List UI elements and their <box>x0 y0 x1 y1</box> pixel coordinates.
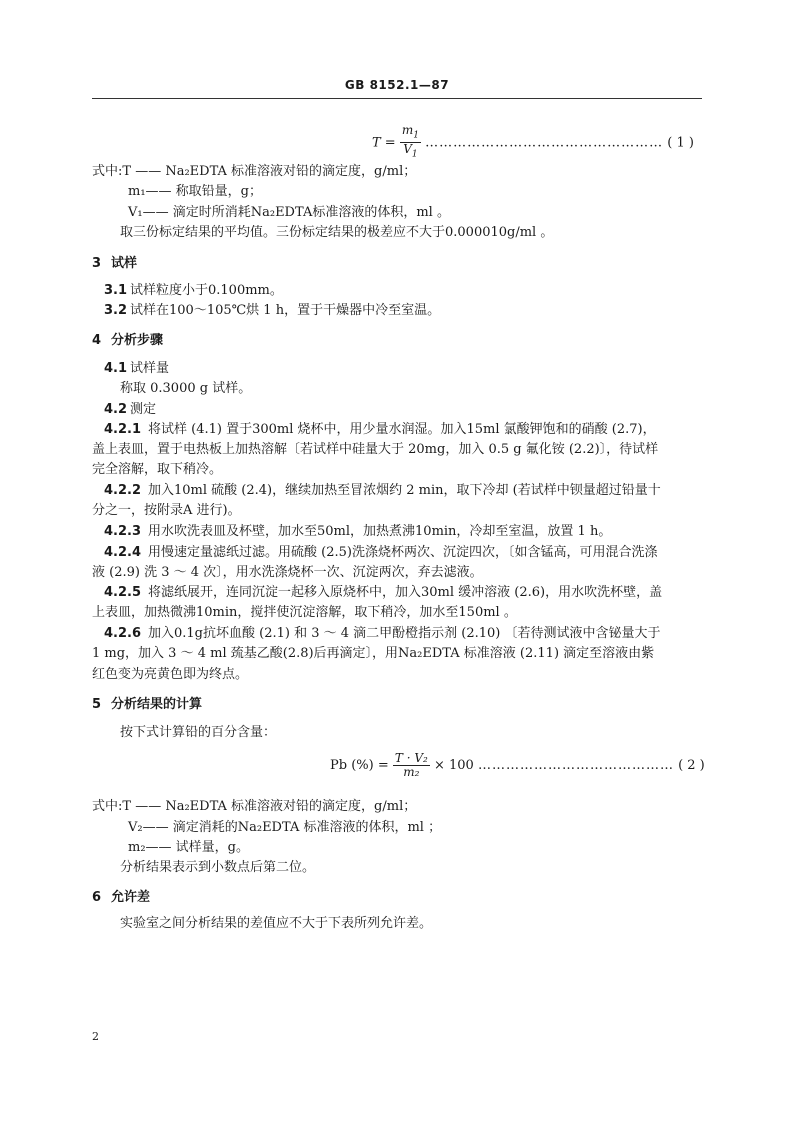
para-4-2-4-line-2: 液 (2.9) 洗 3 ～ 4 次〕，用水洗涤烧杯一次、沉淀两次，弃去滤液。 <box>92 565 483 580</box>
para-4-2-6-text-1: 加入0.1g抗坏血酸 (2.1) 和 3 ～ 4 滴二甲酚橙指示剂 (2.10) 〔若待测试液中含铋量大于 <box>148 626 661 641</box>
item-3-1 <box>104 283 283 299</box>
item-4-2-num: 4.2 <box>104 402 128 417</box>
where-1-t <box>92 164 416 180</box>
item-4-1 <box>104 361 169 377</box>
para-4-2-1-num: 4.2.1 <box>104 422 142 437</box>
section-5-note: 分析结果表示到小数点后第二位。 <box>120 860 316 875</box>
section-4-title: 分析步骤 <box>111 333 164 348</box>
item-4-1-num: 4.1 <box>104 361 128 376</box>
formula-1-lhs: T = <box>372 135 396 151</box>
formula-2-lhs: Pb (%) = <box>330 758 389 773</box>
section-6-heading <box>92 890 150 906</box>
section-5-title: 分析结果的计算 <box>111 697 203 712</box>
header-rule <box>92 98 702 99</box>
formula-2 <box>330 752 705 779</box>
para-4-2-2-text-1: 加入10ml 硫酸 (2.4)，继续加热至冒浓烟约 2 min，取下冷却 (若试样中钡量超过铅量十 <box>148 483 661 498</box>
para-4-2-1-line-3: 完全溶解，取下稍冷。 <box>92 462 223 477</box>
formula-2-denominator: m₂ <box>403 765 420 779</box>
section-4-number: 4 <box>92 333 102 348</box>
section-5-heading <box>92 697 202 713</box>
para-4-2-6-line-3: 红色变为亮黄色即为终点。 <box>92 667 249 682</box>
para-4-2-6-num: 4.2.6 <box>104 626 142 641</box>
item-3-2-num: 3.2 <box>104 303 128 318</box>
formula-1-denominator-sub: 1 <box>411 149 418 160</box>
item-4-2 <box>104 402 156 418</box>
item-4-1-text: 称取 0.3000 g 试样。 <box>120 381 252 396</box>
section-6-title: 允许差 <box>111 890 151 905</box>
formula-1-denominator: V <box>403 142 412 157</box>
section-3-title: 试样 <box>111 256 138 271</box>
para-4-2-1-line-1 <box>104 422 656 438</box>
formula-1-numerator: m <box>401 123 414 137</box>
where-1-t-def: T —— Na₂EDTA 标准溶液对铅的滴定度，g/ml； <box>122 164 417 179</box>
para-4-2-1-text-1: 将试样 (4.1) 置于300ml 烧杯中，用少量水润湿。加入15ml 氯酸钾饱和的硝酸 (2.7)， <box>148 422 656 437</box>
where-2-prefix: 式中: <box>92 799 123 814</box>
formula-1-label: ( 1 ) <box>667 135 694 151</box>
para-4-2-4-line-1 <box>104 545 657 561</box>
para-4-2-2-line-2: 分之一，按附录A 进行)。 <box>92 503 241 518</box>
formula-1 <box>372 124 694 162</box>
item-3-1-text: 试样粒度小于0.100mm。 <box>130 283 283 298</box>
para-4-2-6-line-1 <box>104 626 661 642</box>
where-1-m1: m₁—— 称取铅量，g； <box>128 184 262 199</box>
page-number: 2 <box>92 1030 99 1043</box>
section-3-heading <box>92 256 137 272</box>
para-4-2-3-text-1: 用水吹洗表皿及杯壁，加水至50ml，加热煮沸10min，冷却至室温，放置 1 h。 <box>148 524 612 539</box>
para-4-2-5-num: 4.2.5 <box>104 585 142 600</box>
where-2-v2: V₂—— 滴定消耗的Na₂EDTA 标准溶液的体积，ml ； <box>128 820 442 835</box>
where-1-prefix: 式中: <box>92 164 123 179</box>
formula-2-times: × 100 <box>433 758 474 773</box>
item-3-2 <box>104 303 440 319</box>
item-4-2-title: 测定 <box>130 402 157 417</box>
formula-1-numerator-sub: 1 <box>413 130 419 141</box>
para-4-2-5-line-1 <box>104 585 662 601</box>
para-4-2-4-text-1: 用慢速定量滤纸过滤。用硫酸 (2.5)洗涤烧杯两次、沉淀四次，〔如含锰高，可用混合洗涤 <box>148 545 658 560</box>
para-4-2-6-line-2: 1 mg，加入 3 ～ 4 ml 巯基乙酸(2.8)后再滴定〕，用Na₂EDTA 标准溶液 (2.11) 滴定至溶液由紫 <box>92 646 655 661</box>
para-4-2-1-line-2: 盖上表皿，置于电热板上加热溶解〔若试样中硅量大于 20mg，加入 0.5 g 氟化铵 (2.2)〕，待试样 <box>92 442 659 457</box>
where-2-t <box>92 799 416 815</box>
where-2-m2: m₂—— 试样量，g。 <box>128 840 249 855</box>
where-1-v1: V₁—— 滴定时所消耗Na₂EDTA标准溶液的体积，ml 。 <box>128 205 450 220</box>
page-header: GB 8152.1—87 <box>344 78 450 92</box>
section-5-intro: 按下式计算铅的百分含量： <box>120 725 277 740</box>
para-4-2-3-line-1 <box>104 524 611 540</box>
para-4-2-4-num: 4.2.4 <box>104 545 142 560</box>
item-3-2-text: 试样在100～105℃烘 1 h，置于干燥器中冷至室温。 <box>130 303 441 318</box>
where-1-note: 取三份标定结果的平均值。三份标定结果的极差应不大于0.000010g/ml 。 <box>120 225 554 240</box>
formula-1-fraction <box>400 124 421 162</box>
section-6-number: 6 <box>92 890 102 905</box>
section-3-number: 3 <box>92 256 102 271</box>
para-4-2-2-num: 4.2.2 <box>104 483 142 498</box>
item-3-1-num: 3.1 <box>104 283 128 298</box>
section-6-text: 实验室之间分析结果的差值应不大于下表所列允许差。 <box>120 916 433 931</box>
where-2-t-def: T —— Na₂EDTA 标准溶液对铅的滴定度，g/ml； <box>122 799 417 814</box>
para-4-2-5-text-1: 将滤纸展开，连同沉淀一起移入原烧杯中，加入30ml 缓冲溶液 (2.6)，用水吹洗杯壁，盖 <box>148 585 663 600</box>
formula-2-numerator: T · V₂ <box>394 751 428 765</box>
para-4-2-5-line-2: 上表皿，加热微沸10min，搅拌使沉淀溶解，取下稍冷，加水至150ml 。 <box>92 605 517 620</box>
section-5-number: 5 <box>92 697 102 712</box>
para-4-2-2-line-1 <box>104 483 661 499</box>
formula-2-dots: …………………………………… <box>477 758 674 773</box>
formula-2-label: ( 2 ) <box>678 758 705 773</box>
formula-2-fraction <box>393 752 430 779</box>
item-4-1-title: 试样量 <box>130 361 170 376</box>
section-4-heading <box>92 333 163 349</box>
para-4-2-3-num: 4.2.3 <box>104 524 142 539</box>
formula-1-dots: …………………………………………… <box>425 135 664 151</box>
